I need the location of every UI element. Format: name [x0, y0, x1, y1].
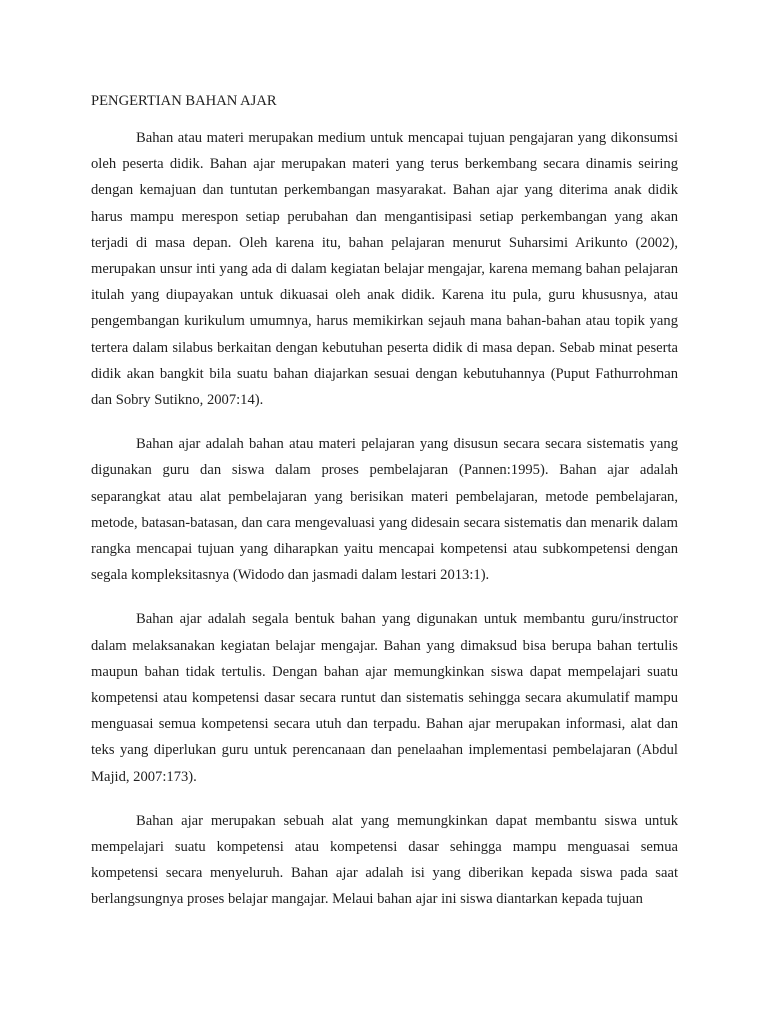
paragraph-1: Bahan atau materi merupakan medium untuk mencapai tujuan pengajaran yang dikonsumsi oleh peserta didik. Bahan ajar merupakan materi yang terus berkembang secara dinamis seiring dengan kemajuan dan tuntutan perkembangan masyarakat. Bahan ajar yang diterima anak didik harus mampu merespon setiap perubahan dan mengantisipasi setiap perkembangan yang akan terjadi di masa depan. Oleh karena itu, bahan pelajaran menurut Suharsimi Arikunto (2002), merupakan unsur inti yang ada di dalam kegiatan belajar mengajar, karena memang bahan pelajaran itulah yang diupayakan untuk dikuasai oleh anak didik. Karena itu pula, guru khususnya, atau pengembangan kurikulum umumnya, harus memikirkan sejauh mana bahan-bahan atau topik yang tertera dalam silabus berkaitan dengan kebutuhan peserta didik di masa depan. Sebab minat peserta didik akan bangkit bila suatu bahan diajarkan sesuai dengan kebutuhannya (Puput Fathurrohman dan Sobry Sutikno, 2007:14).	[91, 130, 678, 409]
document-title: PENGERTIAN BAHAN AJAR	[91, 93, 277, 109]
document-body	[91, 91, 678, 931]
paragraph-3: Bahan ajar adalah segala bentuk bahan yang digunakan untuk membantu guru/instructor dalam melaksanakan kegiatan belajar mengajar. Bahan yang dimaksud bisa berupa bahan tertulis maupun bahan tidak tertulis. Dengan bahan ajar memungkinkan siswa dapat mempelajari suatu kompetensi atau kompetensi dasar secara runtut dan sistematis sehingga secara akumulatif mampu menguasai semua kompetensi secara utuh dan terpadu. Bahan ajar merupakan informasi, alat dan teks yang diperlukan guru untuk perencanaan dan penelaahan implementasi pembelajaran (Abdul Majid, 2007:173).	[91, 611, 678, 785]
paragraph-2: Bahan ajar adalah bahan atau materi pelajaran yang disusun secara secara sistematis yang digunakan guru dan siswa dalam proses pembelajaran (Pannen:1995). Bahan ajar adalah separangkat atau alat pembelajaran yang berisikan materi pembelajaran, metode pembelajaran, metode, batasan-batasan, dan cara mengevaluasi yang didesain secara sistematis dan menarik dalam rangka mencapai tujuan yang diharapkan yaitu mencapai kompetensi atau subkompetensi dengan segala kompleksitasnya (Widodo dan jasmadi dalam lestari 2013:1).	[91, 436, 678, 584]
paragraph-4: Bahan ajar merupakan sebuah alat yang memungkinkan dapat membantu siswa untuk mempelajari suatu kompetensi atau kompetensi dasar sehingga mampu menguasai semua kompetensi secara menyeluruh. Bahan ajar adalah isi yang diberikan kepada siswa pada saat berlangsungnya proses belajar mangajar. Melaui bahan ajar ini siswa diantarkan kepada tujuan	[91, 812, 678, 908]
